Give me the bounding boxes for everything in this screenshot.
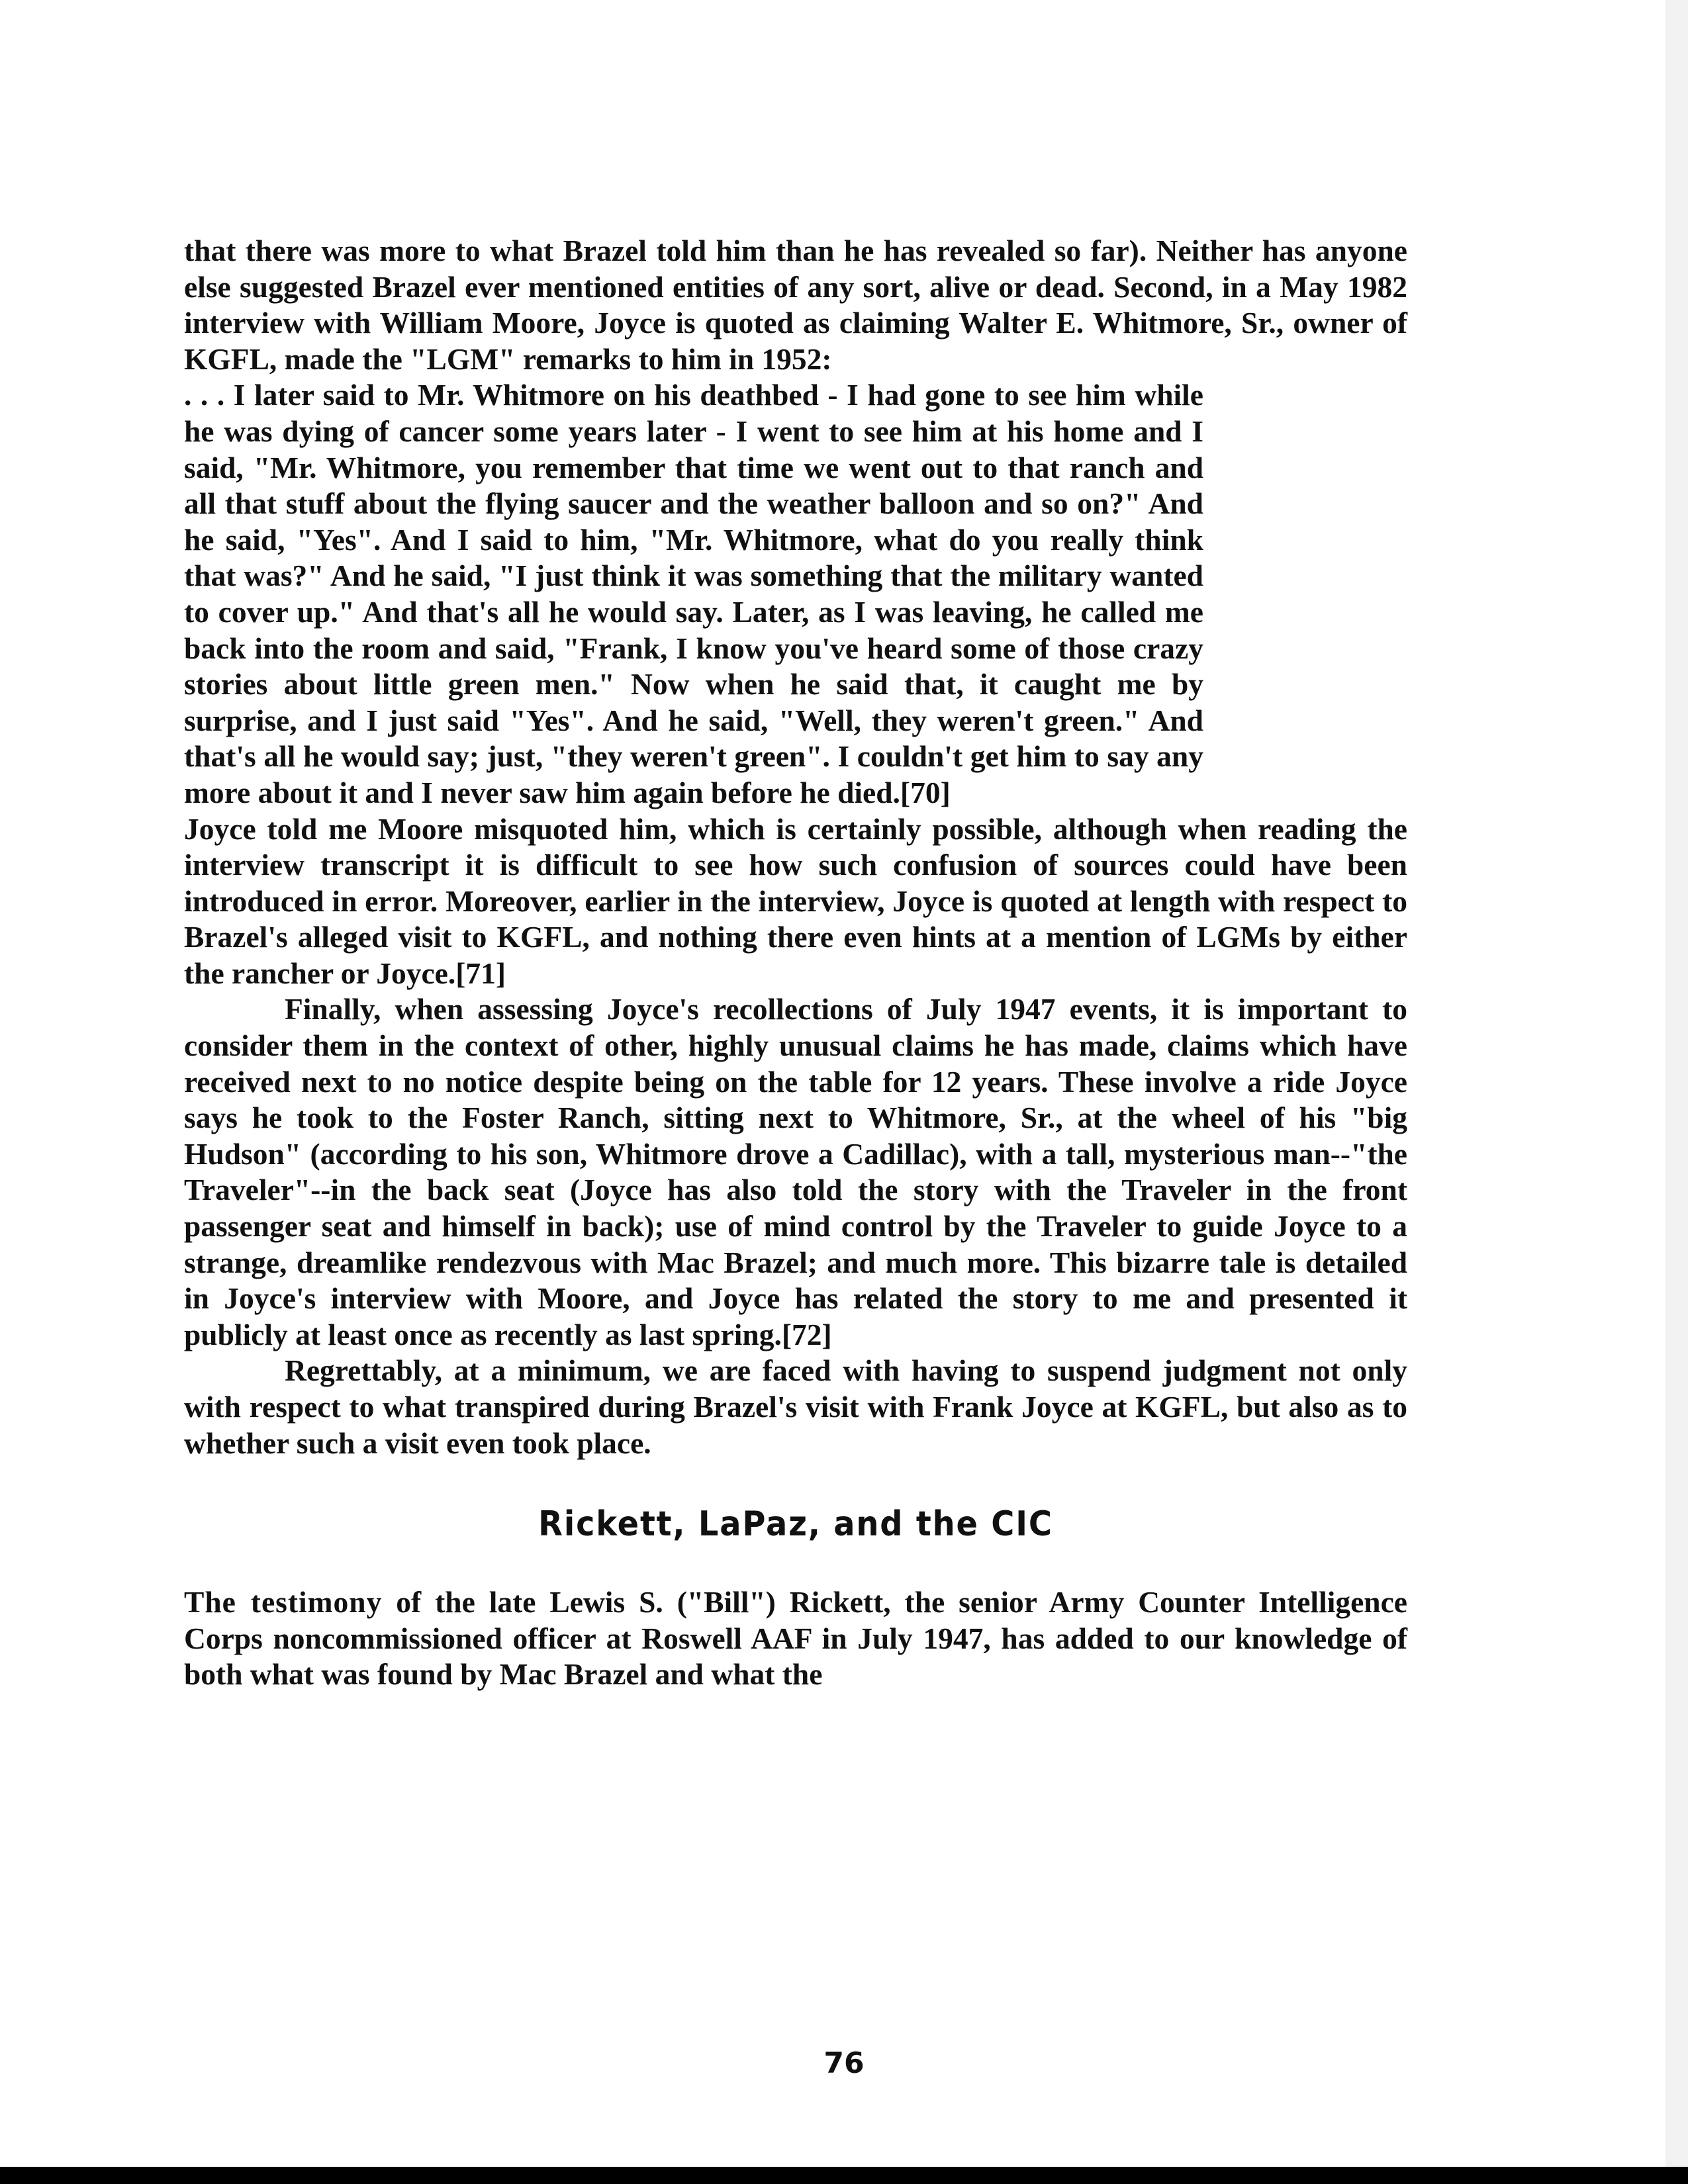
paragraph-judgment: Regrettably, at a minimum, we are faced with having to suspend judgment not only with respect to what transpired during Brazel's visit with Frank Joyce at KGFL, but also as to whether such a visit even took place. (184, 1353, 1407, 1460)
paragraph-intro: that there was more to what Brazel told him than he has revealed so far). Neither has anyone else suggested Brazel ever mentioned entities of any sort, alive or dead. Second, in a May 1982 interview with William Moore, Joyce is quoted as claiming Walter E. Whitmore, Sr., owner of KGFL, made the "LGM" remarks to him in 1952: (184, 234, 1407, 376)
paragraph-lead: The testimony (184, 1585, 383, 1619)
body-text (184, 233, 1407, 1693)
block-quote (184, 377, 1203, 811)
scan-bottom-border (0, 2167, 1688, 2184)
paragraph-rickett (184, 1584, 1407, 1693)
paragraph-misquote: Joyce told me Moore misquoted him, which is certainly possible, although when reading the interview transcript it is difficult to see how such confusion of sources could have been introduced in error. Moreover, earlier in the interview, Joyce is quoted at length with respect to Brazel's alleged visit to KGFL, and nothing there even hints at a mention of LGMs by either the rancher or Joyce.[71] (184, 811, 1407, 990)
page-number: 76 (823, 2046, 865, 2080)
scan-edge-shadow (1665, 0, 1688, 2184)
paragraph-rickett-text: of the late Lewis S. ("Bill") Rickett, the senior Army Counter Intelligence Corps noncommissioned officer at Roswell AAF in July 1947, has added to our knowledge of both what was found by Mac Brazel and what the (184, 1585, 1407, 1692)
section-heading: Rickett, LaPaz, and the CIC (538, 1504, 1053, 1545)
paragraph-traveler: Finally, when assessing Joyce's recollections of July 1947 events, it is important to consider them in the context of other, highly unusual claims he has made, claims which have received next to no notice despite being on the table for 12 years. These involve a ride Joyce says he took to the Foster Ranch, sitting next to Whitmore, Sr., at the wheel of his "big Hudson" (according to his son, Whitmore drove a Cadillac), with a tall, mysterious man--"the Traveler"--in the back seat (Joyce has also told the story with the Traveler in the front passenger seat and himself in back); use of mind control by the Traveler to guide Joyce to a strange, dreamlike rendezvous with Mac Brazel; and much more. This bizarre tale is detailed in Joyce's interview with Moore, and Joyce has related the story to me and presented it publicly at least once as recently as last spring.[72] (184, 992, 1407, 1351)
quote-text: . . . I later said to Mr. Whitmore on his deathbed - I had gone to see him while he was dying of cancer some years later - I went to see him at his home and I said, "Mr. Whitmore, you remember that time we went out to that ranch and all that stuff about the flying saucer and the weather balloon and so on?" And he said, "Yes". And I said to him, "Mr. Whitmore, what do you really think that was?" And he said, "I just think it was something that the military wanted to cover up." And that's all he would say. Later, as I was leaving, he called me back into the room and said, "Frank, I know you've heard some of those crazy stories about little green men." Now when he said that, it caught me by surprise, and I just said "Yes". And he said, "Well, they weren't green." And that's all he would say; just, "they weren't green". I couldn't get him to say any more about it and I never saw him again before he died.[70] (184, 378, 1203, 809)
